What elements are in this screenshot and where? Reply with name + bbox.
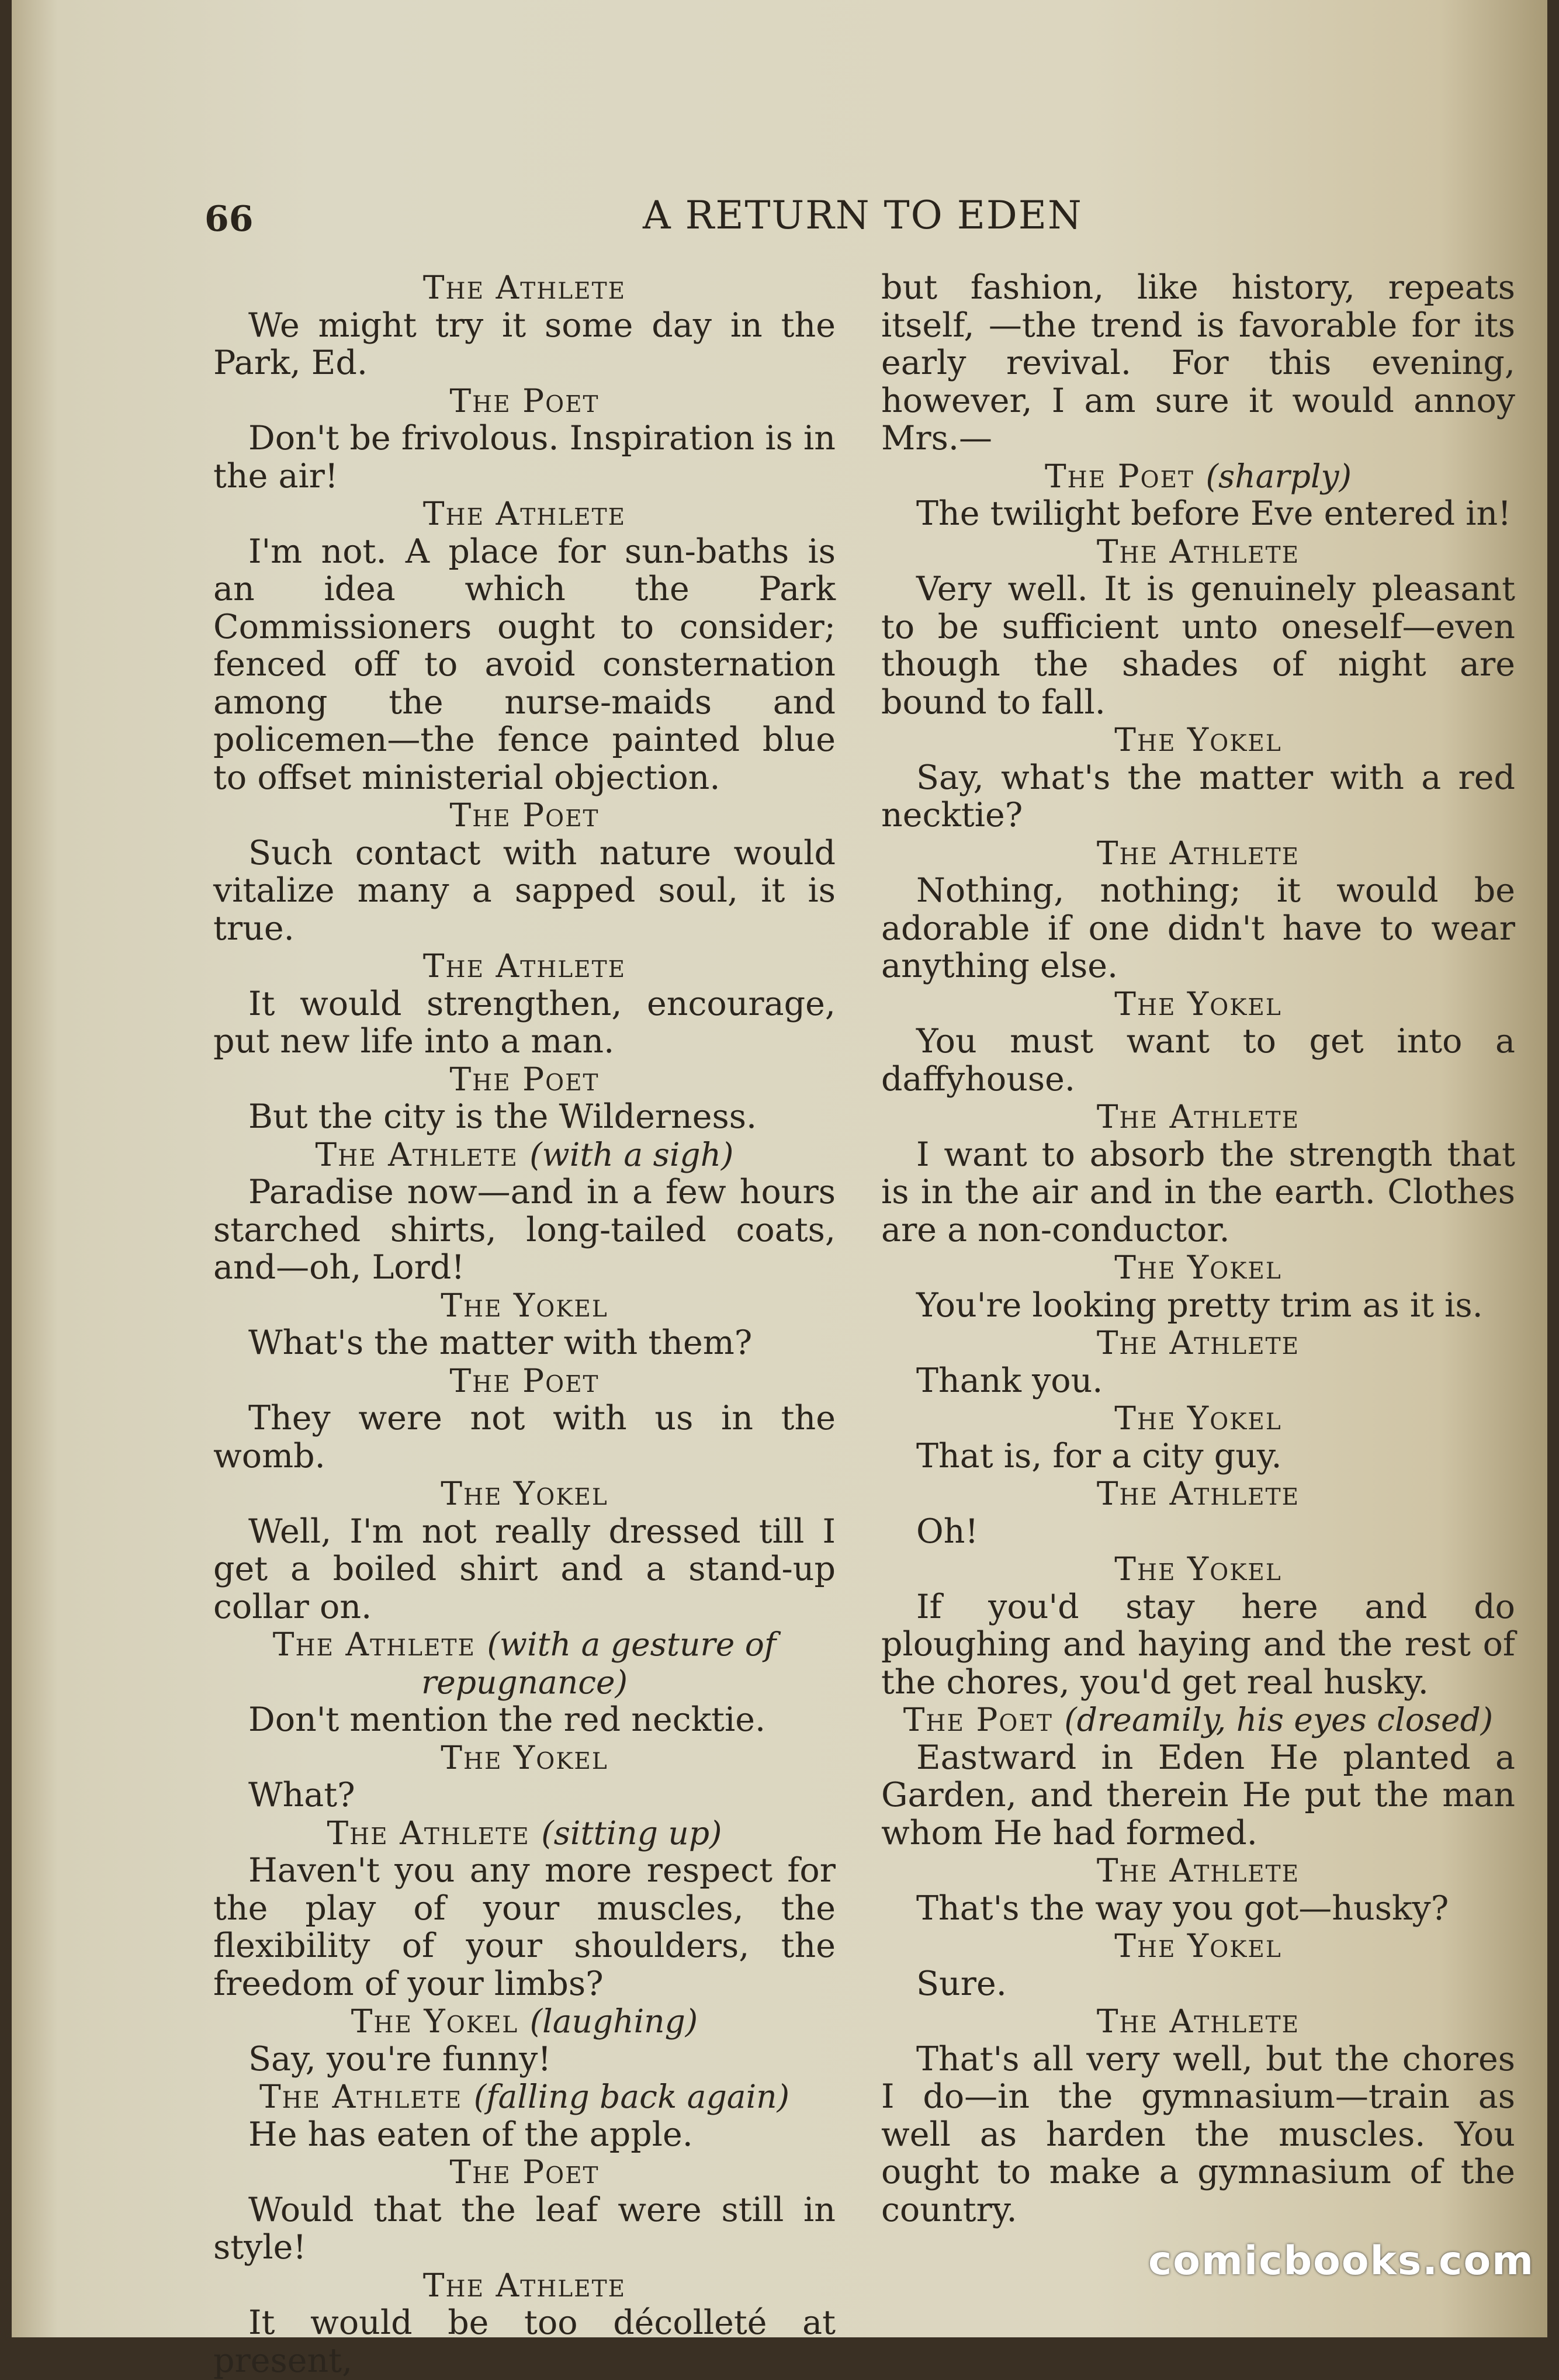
running-title: A RETURN TO EDEN <box>643 193 1083 238</box>
speaker-heading <box>881 1701 1515 1739</box>
speech-text: Say, what's the matter with a red necktie? <box>881 758 1515 834</box>
speaker-heading <box>213 796 836 834</box>
speaker-name: The Athlete <box>327 1814 530 1852</box>
speaker-name: The Poet <box>1044 457 1195 495</box>
speaker-heading <box>881 1249 1515 1287</box>
speaker-heading <box>881 1098 1515 1136</box>
speech-text: Such contact with nature would vitalize many a sapped soul, it is true. <box>213 833 836 948</box>
page-number: 66 <box>205 199 254 240</box>
speaker-heading <box>881 1927 1515 1965</box>
speaker-name: The Poet <box>449 1060 600 1098</box>
speaker-name: The Athlete <box>422 495 626 532</box>
speaker-name: The Yokel <box>441 1286 608 1324</box>
speaker-name: The Yokel <box>441 1738 608 1776</box>
speaker-name: The Athlete <box>1096 1324 1300 1362</box>
speaker-heading <box>213 1362 836 1400</box>
speaker-name: The Athlete <box>1096 834 1300 872</box>
page-header <box>205 193 1490 251</box>
stage-direction: (laughing) <box>529 2003 698 2040</box>
speaker-heading <box>881 721 1515 759</box>
speaker-name: The Athlete <box>1096 532 1300 570</box>
speaker-heading <box>213 947 836 985</box>
speech-text: But the city is the Wilderness. <box>248 1097 757 1136</box>
speech-text: Sure. <box>916 1964 1007 2003</box>
speaker-name: The Athlete <box>1096 1852 1300 1889</box>
stage-direction: (falling back again) <box>473 2078 790 2115</box>
speaker-heading <box>881 1550 1515 1588</box>
stage-direction: (with a gesture of repugnance) <box>421 1626 777 1701</box>
speaker-heading <box>213 382 836 420</box>
stage-direction: (dreamily, his eyes closed) <box>1064 1701 1494 1738</box>
speaker-heading <box>213 1287 836 1325</box>
left-column <box>213 269 836 2379</box>
speech-text: What? <box>248 1776 355 1814</box>
speaker-name: The Yokel <box>441 1475 608 1512</box>
stage-direction: (with a sigh) <box>529 1135 734 1173</box>
speaker-name: The Poet <box>903 1701 1053 1738</box>
speech-text: We might try it some day in the Park, Ed. <box>213 306 836 382</box>
speaker-name: The Athlete <box>1096 1475 1300 1512</box>
speaker-heading <box>213 1626 836 1701</box>
speech-text: but fashion, like history, repeats itself, —the trend is favorable for its early revival. For this evening, however, I am sure it would annoy Mrs.— <box>881 268 1515 458</box>
speaker-heading <box>213 2267 836 2305</box>
speaker-name: The Athlete <box>1096 2003 1300 2040</box>
speaker-heading <box>881 834 1515 872</box>
speech-text: That is, for a city guy. <box>916 1436 1282 1475</box>
speech-text: Thank you. <box>916 1361 1103 1400</box>
speech-text: What's the matter with them? <box>248 1324 753 1362</box>
speaker-name: The Poet <box>449 382 600 420</box>
speech-text: Nothing, nothing; it would be adorable if one didn't have to wear anything else. <box>881 871 1515 985</box>
speech-text: Would that the leaf were still in style! <box>213 2190 836 2267</box>
speaker-name: The Athlete <box>422 947 626 985</box>
speech-text: Very well. It is genuinely pleasant to be sufficient unto oneself—even though the shades of night are bound to fall. <box>881 570 1515 722</box>
speaker-name: The Poet <box>449 2153 600 2191</box>
speaker-name: The Poet <box>449 796 600 834</box>
speaker-name: The Athlete <box>272 1626 476 1663</box>
speech-text: He has eaten of the apple. <box>248 2115 693 2154</box>
speech-text: If you'd stay here and do ploughing and haying and the rest of the chores, you'd get real husky. <box>881 1587 1515 1702</box>
watermark-text: comicbooks.com <box>1148 2238 1535 2284</box>
speech-text: I'm not. A place for sun-baths is an idea which the Park Commissioners ought to consider; fenced off to avoid consternation among the nurse-maids and policemen—the fence painted blue to offset ministerial objection. <box>213 532 836 797</box>
speech-text: You're looking pretty trim as it is. <box>916 1286 1483 1325</box>
speech-text: It would strengthen, encourage, put new life into a man. <box>213 984 836 1061</box>
speaker-name: The Poet <box>449 1362 600 1399</box>
speech-text: That's all very well, but the chores I do—in the gymnasium—train as well as harden the muscles. You ought to make a gymnasium of the country. <box>881 2039 1515 2229</box>
speaker-name: The Yokel <box>1114 1399 1282 1437</box>
speech-text: Oh! <box>916 1512 979 1551</box>
speaker-heading <box>881 2003 1515 2041</box>
speech-text: Don't be frivolous. Inspiration is in the air! <box>213 419 836 496</box>
speaker-name: The Yokel <box>1114 985 1282 1023</box>
speech-text: Haven't you any more respect for the play of your muscles, the flexibility of your shoulders, the freedom of your limbs? <box>213 1851 836 2003</box>
speaker-name: The Yokel <box>1114 1927 1282 1965</box>
speaker-name: The Yokel <box>1114 721 1282 758</box>
speaker-name: The Athlete <box>422 2266 626 2304</box>
speech-text: It would be too décolleté at present, <box>213 2303 836 2380</box>
speaker-name: The Athlete <box>422 269 626 306</box>
speaker-heading <box>881 458 1515 496</box>
stage-direction: (sharply) <box>1205 457 1352 495</box>
speech-text: Say, you're funny! <box>248 2039 552 2078</box>
speaker-heading <box>881 985 1515 1023</box>
speaker-heading <box>213 269 836 307</box>
speaker-heading <box>881 1852 1515 1890</box>
speech-text: Paradise now—and in a few hours starched shirts, long-tailed coats, and—oh, Lord! <box>213 1173 836 1287</box>
speaker-name: The Yokel <box>1114 1249 1282 1286</box>
speaker-name: The Yokel <box>351 2003 519 2040</box>
speaker-heading <box>213 1061 836 1099</box>
speaker-name: The Athlete <box>1096 1098 1300 1135</box>
speech-text: You must want to get into a daffyhouse. <box>881 1022 1515 1099</box>
speaker-heading <box>213 1814 836 1852</box>
speaker-heading <box>881 1475 1515 1513</box>
speaker-heading <box>881 1399 1515 1437</box>
speech-text: They were not with us in the womb. <box>213 1399 836 1475</box>
speech-text: I want to absorb the strength that is in the air and in the earth. Clothes are a non-conductor. <box>881 1135 1515 1249</box>
speaker-name: The Yokel <box>1114 1550 1282 1588</box>
speaker-heading <box>213 495 836 533</box>
speaker-name: The Athlete <box>259 2078 463 2115</box>
speech-text: Don't mention the red necktie. <box>248 1700 766 1739</box>
speaker-heading <box>213 1739 836 1777</box>
right-column <box>881 269 1515 2229</box>
speaker-name: The Athlete <box>315 1135 518 1173</box>
speaker-heading <box>213 1136 836 1174</box>
speech-text: That's the way you got—husky? <box>916 1889 1449 1928</box>
book-page <box>12 0 1547 2380</box>
stage-direction: (sitting up) <box>541 1814 722 1852</box>
speech-text: Well, I'm not really dressed till I get a boiled shirt and a stand-up collar on. <box>213 1512 836 1626</box>
speaker-heading <box>213 2078 836 2116</box>
speech-text: The twilight before Eve entered in! <box>916 494 1512 533</box>
speaker-heading <box>881 1324 1515 1362</box>
speaker-heading <box>213 2003 836 2041</box>
speech-text: Eastward in Eden He planted a Garden, and therein He put the man whom He had formed. <box>881 1738 1515 1852</box>
speaker-heading <box>213 1475 836 1513</box>
speaker-heading <box>881 533 1515 571</box>
speaker-heading <box>213 2153 836 2191</box>
